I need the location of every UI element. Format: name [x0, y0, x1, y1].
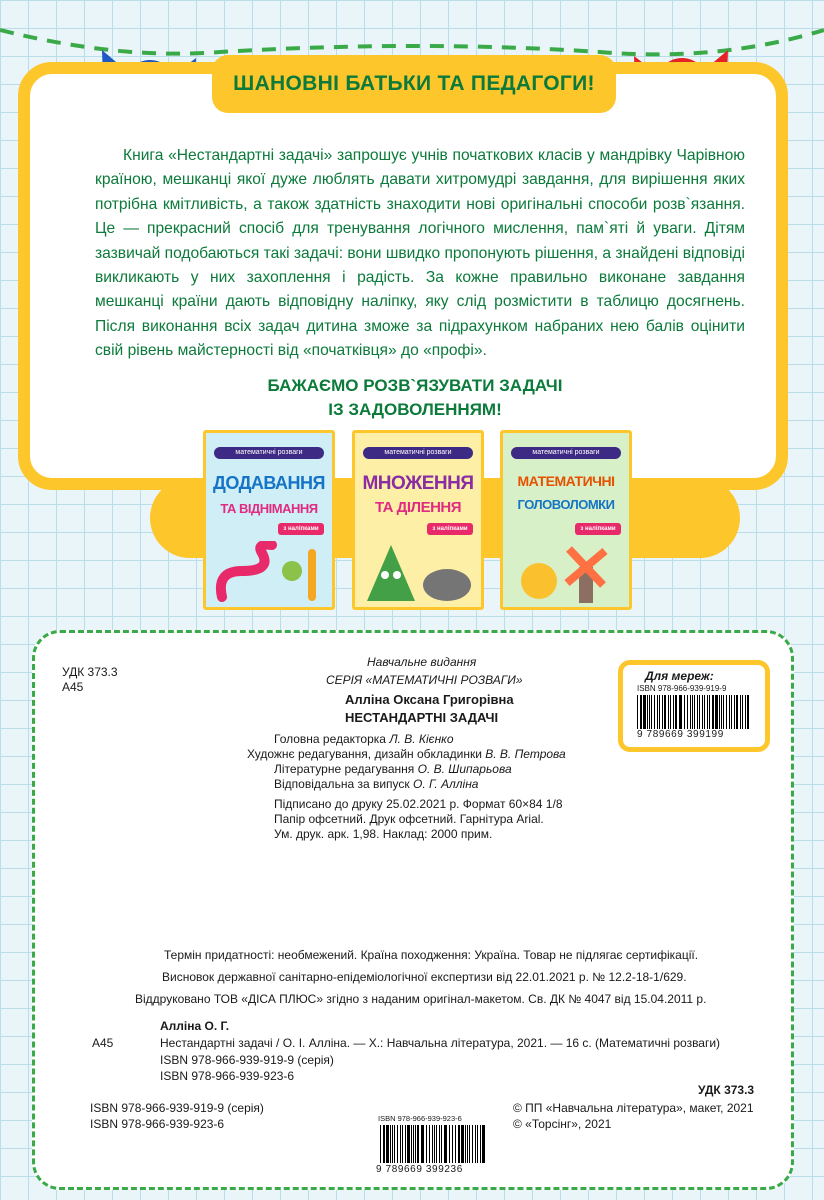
isbn-series: ISBN 978-966-939-919-9 (серія) — [90, 1101, 264, 1115]
catalog-description: Нестандартні задачі / О. І. Алліна. — Х.: Навчальна література, 2021. — 16 с. (Математичні розваги) — [160, 1036, 721, 1050]
network-barcode-box — [618, 660, 770, 752]
resp-label: Відповідальна за випуск — [274, 777, 410, 791]
snake-illustration-icon — [212, 541, 330, 605]
barcode-bar — [664, 695, 666, 729]
print-info-3: Ум. друк. арк. 1,98. Наклад: 2000 прим. — [274, 827, 493, 841]
book-cover-puzzles — [500, 430, 632, 610]
barcode-bar — [402, 1125, 403, 1163]
barcode-bar — [390, 1125, 391, 1163]
barcode-bar — [441, 1125, 442, 1163]
book-barcode — [372, 1114, 496, 1178]
wish-heading — [200, 374, 630, 422]
author-name: Алліна Оксана Григорівна — [345, 692, 514, 707]
cover-title: МНОЖЕННЯ — [362, 473, 474, 494]
editor-label: Головна редакторка — [274, 732, 386, 746]
barcode-bar — [736, 695, 738, 729]
barcode-bar — [742, 695, 743, 729]
barcode-bar — [662, 695, 663, 729]
barcode-bar — [684, 695, 685, 729]
lit-editor-line — [274, 762, 512, 777]
barcode-bar — [647, 695, 648, 729]
barcode-bar — [640, 695, 642, 729]
barcode-bar — [411, 1125, 412, 1163]
a45-left: А45 — [62, 680, 84, 694]
edition-type: Навчальне видання — [367, 655, 477, 669]
barcode-bar — [380, 1125, 381, 1163]
barcode-bar — [699, 695, 700, 729]
barcode-bar — [461, 1125, 464, 1163]
barcode-bar — [747, 695, 749, 729]
barcode-bar — [434, 1125, 435, 1163]
art-editor-line — [247, 747, 566, 762]
book-barcode-digits: 9 789669 399236 — [376, 1164, 463, 1175]
art-label: Художнє редагування, дизайн обкладинки — [247, 747, 482, 761]
cover-badge: з наліпками — [427, 523, 473, 535]
barcode-bar — [400, 1125, 401, 1163]
barcode-bar — [721, 695, 722, 729]
certification-line-3: Віддруковано ТОВ «ДІСА ПЛЮС» згідно з наданим оригінал-макетом. Св. ДК № 4047 від 15.04.2011 р. — [135, 992, 707, 1006]
barcode-bar — [712, 695, 714, 729]
intro-text: Книга «Нестандартні задачі» запрошує учнів початкових класів у мандрівку Чарівною країною, мешканці якої дуже люблять давати хитромудрі завдання, для вирішення яких потрібна кмітливість, а також здатність знаходити нові оригінальні способи розв`язання. Це — прекрасний спосіб для тренування логічного мислення, пам`яті й уваги. Дітям зазвичай подобаються такі задачі: вони швидко пропонують рішення, а знайдені відповіді викликають у них захоплення і радість. За кожне правильно виконане завдання мешканці країни дають відповідну наліпку, яку слід розмістити в таблицю досягнень. Після виконання всіх задач дитина зможе за підрахунком набраних нею балів оцінити свій рівень майстерності від «початківця» до «профі». — [95, 147, 745, 360]
cover-subtitle: ГОЛОВОЛОМКИ — [517, 497, 615, 512]
barcode-bar — [668, 695, 669, 729]
barcode-bar — [413, 1125, 414, 1163]
wish-line-2: ІЗ ЗАДОВОЛЕННЯМ! — [328, 400, 502, 419]
lit-label: Літературне редагування — [274, 762, 415, 776]
barcode-bar — [386, 1125, 389, 1163]
barcode-bar — [692, 695, 693, 729]
barcode-bar — [475, 1125, 476, 1163]
copyright-2: © «Торсінг», 2021 — [513, 1117, 612, 1131]
barcode-bar — [675, 695, 677, 729]
barcode-bar — [415, 1125, 416, 1163]
barcode-bar — [455, 1125, 456, 1163]
network-label: Для мереж: — [645, 669, 714, 683]
barcode-bar — [734, 695, 735, 729]
page-title: ШАНОВНІ БАТЬКИ ТА ПЕДАГОГИ! — [212, 55, 616, 113]
barcode-bar — [452, 1125, 453, 1163]
barcode-bar — [417, 1125, 419, 1163]
print-info-1: Підписано до друку 25.02.2021 р. Формат 60×84 1/8 — [274, 797, 563, 811]
barcode-bar — [429, 1125, 430, 1163]
editor-line — [274, 732, 454, 747]
cover-title: ДОДАВАННЯ — [213, 473, 325, 493]
network-barcode-bars — [637, 695, 751, 729]
barcode-bar — [726, 695, 727, 729]
udk-left: УДК 373.3 — [62, 665, 118, 679]
certification-line-1: Термін придатності: необмежений. Країна походження: Україна. Товар не підлягає сертифікації. — [164, 948, 699, 962]
barcode-bar — [657, 695, 658, 729]
cover-badge: з наліпками — [575, 523, 621, 535]
cover-subtitle: ТА ВІДНІМАННЯ — [220, 501, 318, 516]
barcode-bar — [449, 1125, 450, 1163]
barcode-bar — [482, 1125, 485, 1163]
barcode-bar — [654, 695, 655, 729]
barcode-bar — [731, 695, 732, 729]
print-info-2: Папір офсетний. Друк офсетний. Гарнітура Arial. — [274, 812, 544, 826]
barcode-bar — [707, 695, 708, 729]
barcode-bar — [432, 1125, 433, 1163]
barcode-bar — [659, 695, 660, 729]
book-cover-addition — [203, 430, 335, 610]
catalog-isbn-series: ISBN 978-966-939-919-9 (серія) — [160, 1053, 334, 1067]
certification-line-2: Висновок державної санітарно-епідеміологічної експертизи від 22.01.2021 р. № 12.2-18-1/629. — [162, 970, 687, 984]
barcode-bar — [405, 1125, 406, 1163]
barcode-bar — [469, 1125, 470, 1163]
art-name: В. В. Петрова — [485, 747, 566, 761]
catalog-author: Алліна О. Г. — [160, 1019, 230, 1033]
barcode-bar — [704, 695, 705, 729]
barcode-bar — [715, 695, 718, 729]
barcode-bar — [421, 1125, 424, 1163]
cover-series: математичні розваги — [363, 447, 473, 459]
barcode-bar — [651, 695, 652, 729]
cover-subtitle: ТА ДІЛЕННЯ — [374, 499, 462, 516]
barcode-bar — [637, 695, 638, 729]
book-title: НЕСТАНДАРТНІ ЗАДАЧІ — [345, 710, 499, 725]
barcode-bar — [643, 695, 646, 729]
barcode-bar — [729, 695, 730, 729]
book-barcode-isbn: ISBN 978-966-939-923-6 — [378, 1114, 462, 1123]
barcode-bar — [472, 1125, 473, 1163]
udk-right: УДК 373.3 — [698, 1083, 755, 1097]
barcode-bar — [697, 695, 698, 729]
cover-badge: з наліпками — [278, 523, 324, 535]
barcode-bar — [740, 695, 741, 729]
barcode-bar — [649, 695, 650, 729]
barcode-bar — [673, 695, 674, 729]
barcode-bar — [480, 1125, 481, 1163]
network-isbn: ISBN 978-966-939-919-9 — [637, 684, 727, 693]
barcode-bar — [407, 1125, 410, 1163]
barcode-bar — [436, 1125, 437, 1163]
barcode-bar — [426, 1125, 427, 1163]
barcode-bar — [397, 1125, 398, 1163]
barcode-bar — [670, 695, 671, 729]
series-name: СЕРІЯ «МАТЕМАТИЧНІ РОЗВАГИ» — [326, 673, 523, 687]
isbn-book: ISBN 978-966-939-923-6 — [90, 1117, 225, 1131]
catalog-isbn-book: ISBN 978-966-939-923-6 — [160, 1069, 295, 1083]
barcode-bar — [394, 1125, 395, 1163]
barcode-bar — [679, 695, 682, 729]
resp-name: О. Г. Алліна — [413, 777, 479, 791]
barcode-bar — [687, 695, 688, 729]
barcode-bar — [444, 1125, 447, 1163]
barcode-bar — [709, 695, 710, 729]
catalog-a45: А45 — [92, 1036, 114, 1050]
cover-series: математичні розваги — [511, 447, 621, 459]
book-cover-multiplication — [352, 430, 484, 610]
barcode-bar — [690, 695, 691, 729]
barcode-bar — [745, 695, 746, 729]
windmill-illustration-icon — [509, 541, 627, 605]
barcode-bar — [392, 1125, 393, 1163]
editor-name: Л. В. Кієнко — [389, 732, 454, 746]
cover-series: математичні розваги — [214, 447, 324, 459]
barcode-bar — [439, 1125, 440, 1163]
lit-name: О. В. Шипарьова — [417, 762, 512, 776]
cover-title: МАТЕМАТИЧНІ — [517, 473, 615, 489]
wish-line-1: БАЖАЄМО РОЗВ`ЯЗУВАТИ ЗАДАЧІ — [267, 376, 563, 395]
barcode-bar — [702, 695, 704, 729]
barcode-bar — [719, 695, 720, 729]
barcode-bar — [383, 1125, 385, 1163]
barcode-bar — [477, 1125, 478, 1163]
tree-illustration-icon — [361, 541, 479, 605]
barcode-bar — [467, 1125, 468, 1163]
responsible-line — [274, 777, 478, 792]
barcode-bar — [694, 695, 695, 729]
network-digits: 9 789669 399199 — [637, 729, 724, 740]
barcode-bar — [458, 1125, 460, 1163]
barcode-bar — [723, 695, 724, 729]
barcode-bar — [465, 1125, 466, 1163]
copyright-1: © ПП «Навчальна література», макет, 2021 — [513, 1101, 754, 1115]
book-barcode-bars — [380, 1125, 488, 1163]
